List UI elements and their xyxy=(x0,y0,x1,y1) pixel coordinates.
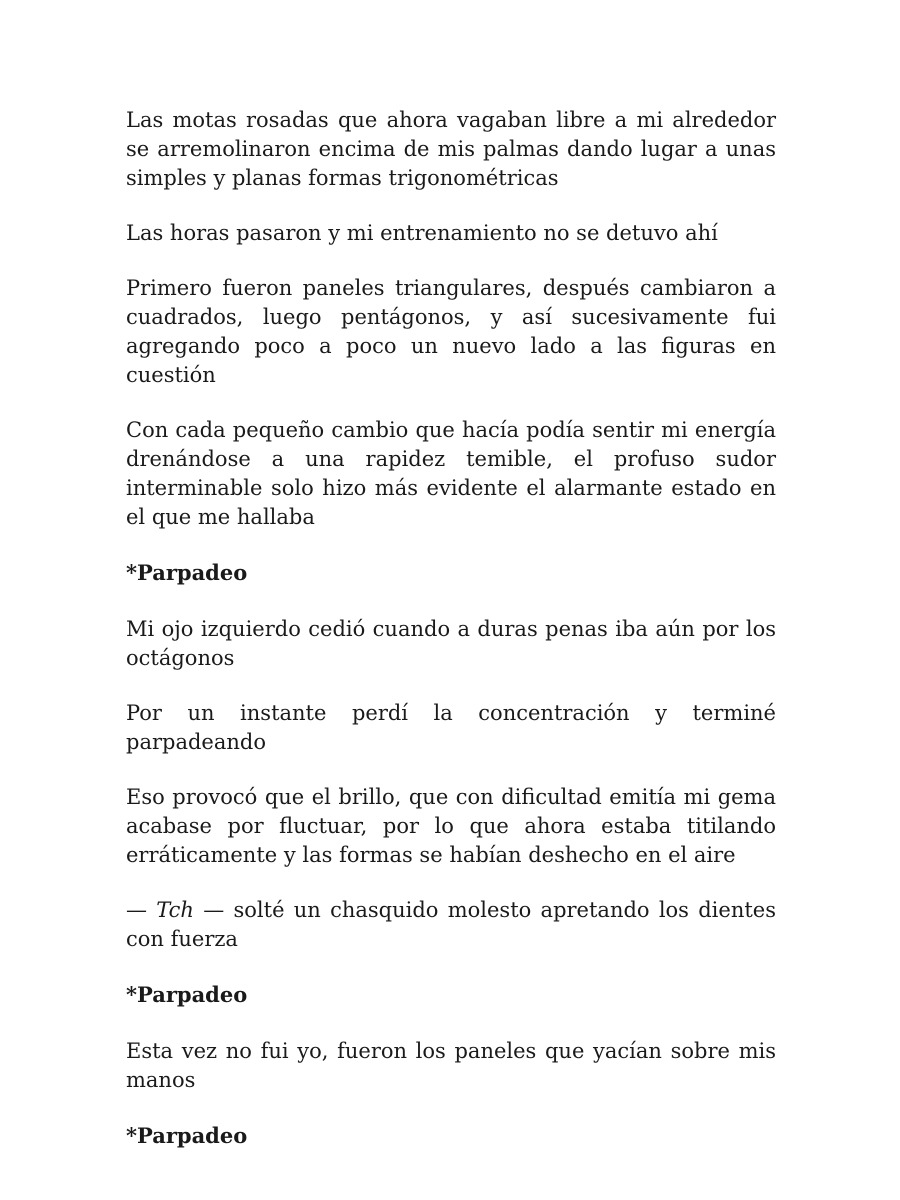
paragraph-2: Las horas pasaron y mi entrenamiento no se detuvo ahí xyxy=(126,221,718,245)
paragraph-11: Esta vez no fui yo, fueron los paneles que yacían sobre mis manos xyxy=(126,1039,776,1092)
blink-marker-2: *Parpadeo xyxy=(126,982,248,1007)
paragraph-7: Por un instante perdí la concentración y terminé parpadeando xyxy=(126,701,776,754)
dialogue-dash-open: — xyxy=(126,898,147,922)
document-body xyxy=(126,106,776,1150)
paragraph-4: Con cada pequeño cambio que hacía podía sentir mi energía drenándose a una rapidez temible, el profuso sudor interminable solo hizo más evidente el alarmante estado en el que me hallaba xyxy=(126,418,776,529)
blink-marker-1: *Parpadeo xyxy=(126,560,248,585)
dialogue-rest: — solté un chasquido molesto apretando los dientes con fuerza xyxy=(126,898,776,951)
paragraph-8: Eso provocó que el brillo, que con dificultad emitía mi gema acabase por fluctuar, por lo que ahora estaba titilando erráticamente y las formas se habían deshecho en el aire xyxy=(126,785,776,867)
paragraph-3: Primero fueron paneles triangulares, después cambiaron a cuadrados, luego pentágonos, y así sucesivamente fui agregando poco a poco un nuevo lado a las figuras en cuestión xyxy=(126,276,776,387)
dialogue-paragraph xyxy=(126,896,776,954)
blink-marker-3: *Parpadeo xyxy=(126,1123,248,1148)
paragraph-1: Las motas rosadas que ahora vagaban libre a mi alrededor se arremolinaron encima de mis palmas dando lugar a unas simples y planas formas trigonométricas xyxy=(126,108,776,190)
dialogue-italic-word: Tch xyxy=(156,898,194,922)
paragraph-6: Mi ojo izquierdo cedió cuando a duras penas iba aún por los octágonos xyxy=(126,617,776,670)
